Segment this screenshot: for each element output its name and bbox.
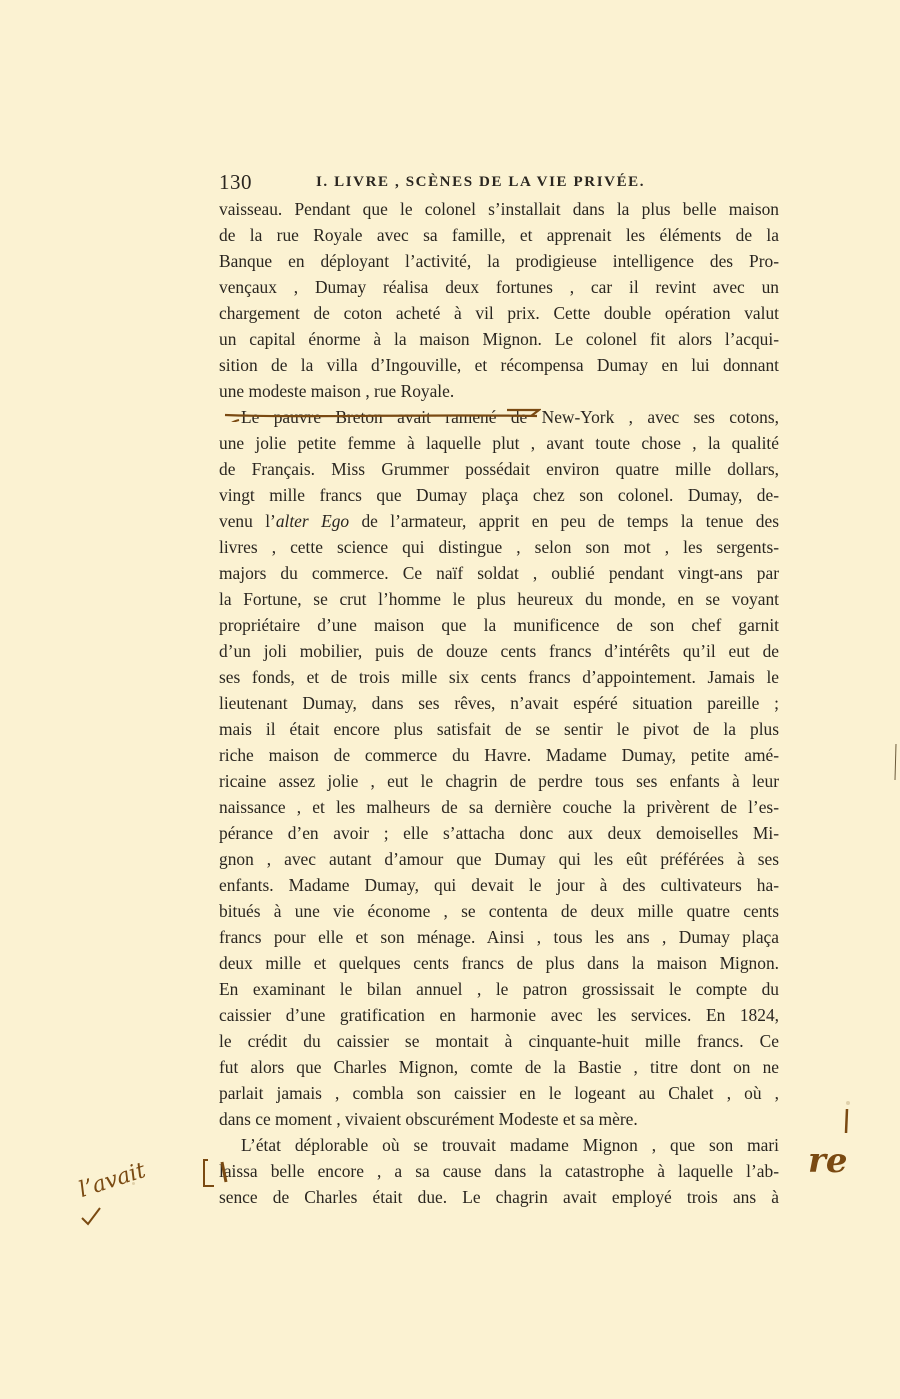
- text-line: En examinant le bilan annuel , le patron grossissait le compte du: [219, 979, 779, 999]
- text-line: ses fonds, et de trois mille six cents francs d’appointement. Jamais le: [219, 667, 779, 687]
- margin-note-right: [800, 1105, 880, 1185]
- text-segment: venu l’: [219, 511, 276, 531]
- text-line: une modeste maison , rue Royale.: [219, 381, 455, 401]
- text-line: Banque en déployant l’activité, la prodigieuse intelligence des Pro-: [219, 251, 779, 271]
- text-line: ricaine assez jolie , eut le chagrin de perdre tous ses enfants à leur: [219, 771, 779, 791]
- page-header: [219, 166, 789, 196]
- paper-speck: [132, 1182, 135, 1185]
- text-line: Le pauvre Breton avait ramené de New-York , avec ses cotons,: [241, 407, 779, 427]
- margin-note-left-text: l’avait: [75, 1158, 149, 1203]
- text-line: une jolie petite femme à laquelle plut , avant toute chose , la qualité: [219, 433, 779, 453]
- italic-text: alter Ego: [275, 511, 350, 531]
- text-line: le crédit du caissier se montait à cinquante-huit mille francs. Ce: [219, 1031, 779, 1051]
- text-line: la Fortune, se crut l’homme le plus heureux du monde, en se voyant: [219, 589, 779, 609]
- text-line: de la rue Royale avec sa famille, et apprenait les éléments de la: [219, 225, 779, 245]
- text-line: sition de la villa d’Ingouville, et récompensa Dumay en lui donnant: [219, 355, 779, 375]
- underline-annotation: [219, 404, 541, 422]
- body-text: [219, 196, 779, 1210]
- edge-mark: [893, 742, 899, 782]
- text-line: vingt mille francs que Dumay plaça chez son colonel. Dumay, de-: [219, 485, 779, 505]
- text-line: livres , cette science qui distingue , selon son mot , les sergents-: [219, 537, 779, 557]
- text-line: d’un joli mobilier, puis de douze cents francs d’intérêts qu’il eut de: [219, 641, 779, 661]
- text-line: gnon , avec autant d’amour que Dumay qui les eût préférées à ses: [219, 849, 779, 869]
- text-line: lieutenant Dumay, dans ses rêves, n’avait espéré situation pareille ;: [219, 693, 779, 713]
- text-line: un capital énorme à la maison Mignon. Le colonel fit alors l’acqui-: [219, 329, 779, 349]
- bracket-annotation: [200, 1158, 230, 1188]
- text-line: dans ce moment , vivaient obscurément Modeste et sa mère.: [219, 1109, 638, 1129]
- text-line: vençaux , Dumay réalisa deux fortunes , car il revint avec un: [219, 277, 779, 297]
- text-line: [219, 508, 779, 534]
- text-line: laissa belle encore , a sa cause dans la catastrophe à laquelle l’ab-: [219, 1161, 779, 1181]
- text-line: enfants. Madame Dumay, qui devait le jour à des cultivateurs ha-: [219, 875, 779, 895]
- margin-note-left: [74, 1160, 164, 1230]
- text-line: caissier d’une gratification en harmonie avec les services. En 1824,: [219, 1005, 779, 1025]
- margin-note-right-text: re: [808, 1141, 848, 1181]
- checkmark-icon: [78, 1200, 108, 1230]
- text-line: mais il était encore plus satisfait de se sentir le pivot de la plus: [219, 719, 779, 739]
- text-line: de Français. Miss Grummer possédait environ quatre mille dollars,: [219, 459, 779, 479]
- text-line: naissance , et les malheurs de sa dernière couche la privèrent de l’es-: [219, 797, 779, 817]
- page-number: 130: [219, 170, 252, 194]
- paper-speck: [846, 1101, 850, 1105]
- text-line: majors du commerce. Ce naïf soldat , oublié pendant vingt-ans par: [219, 563, 779, 583]
- text-segment: de l’armateur, apprit en peu de temps la tenue des: [349, 511, 779, 531]
- text-line: deux mille et quelques cents francs de plus dans la maison Mignon.: [219, 953, 779, 973]
- running-head: I. LIVRE , SCÈNES DE LA VIE PRIVÉE.: [316, 174, 646, 190]
- text-line: riche maison de commerce du Havre. Madame Dumay, petite amé-: [219, 745, 779, 765]
- text-line: fut alors que Charles Mignon, comte de la Bastie , titre dont on ne: [219, 1057, 779, 1077]
- text-line: L’état déplorable où se trouvait madame Mignon , que son mari: [241, 1135, 779, 1155]
- text-line: sence de Charles était due. Le chagrin avait employé trois ans à: [219, 1187, 779, 1207]
- text-line: francs pour elle et son ménage. Ainsi , tous les ans , Dumay plaça: [219, 927, 779, 947]
- text-line: propriétaire d’une maison que la munificence de son chef garnit: [219, 615, 779, 635]
- text-line: pérance d’en avoir ; elle s’attacha donc aux deux demoiselles Mi-: [219, 823, 779, 843]
- text-line: bitués à une vie économe , se contenta de deux mille quatre cents: [219, 901, 779, 921]
- text-line: parlait jamais , combla son caissier en le logeant au Chalet , où ,: [219, 1083, 779, 1103]
- margin-tick-icon: [842, 1107, 852, 1135]
- text-line: chargement de coton acheté à vil prix. Cette double opération valut: [219, 303, 779, 323]
- text-line: vaisseau. Pendant que le colonel s’installait dans la plus belle maison: [219, 199, 779, 219]
